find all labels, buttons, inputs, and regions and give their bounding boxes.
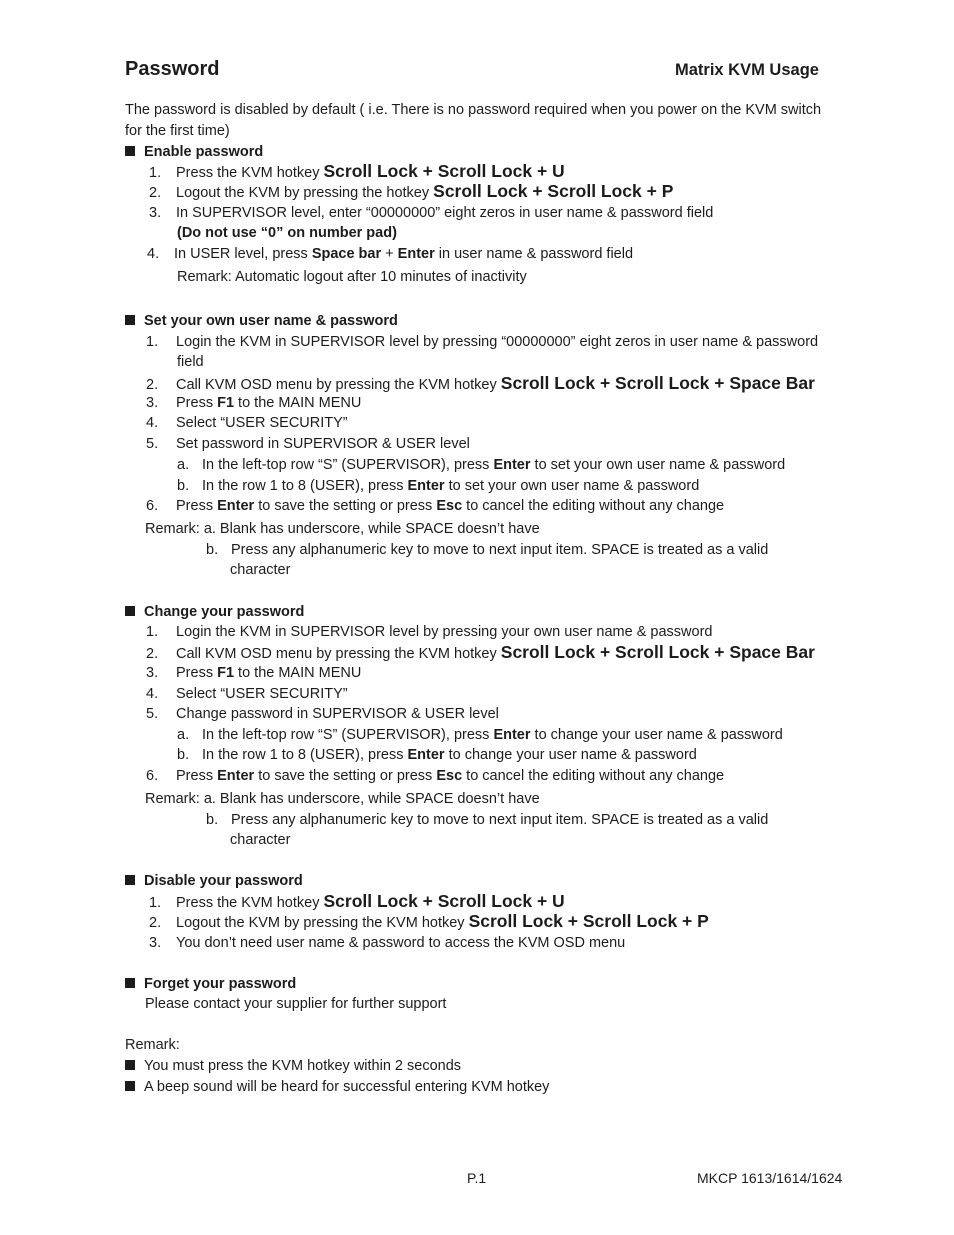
step-text: to set your own user name & password — [444, 478, 700, 494]
key-name: Space bar — [311, 246, 382, 262]
step-text: to set your own user name & password — [530, 457, 786, 473]
step-text: Change password in SUPERVISOR & USER level — [176, 706, 499, 722]
remark-text: A beep sound will be heard for successful entering KVM hotkey — [144, 1079, 550, 1095]
remarks-label: Remark: — [125, 1037, 180, 1053]
step-text: Select “USER SECURITY” — [176, 686, 348, 702]
step-text: In the row 1 to 8 (USER), press — [202, 478, 408, 494]
setown-step-6 — [146, 496, 724, 516]
key-name: Enter — [217, 768, 255, 784]
step-text: In the row 1 to 8 (USER), press — [202, 747, 408, 763]
enable-step-4 — [147, 244, 633, 264]
step-text: in user name & password field — [434, 246, 634, 262]
remark-text: You must press the KVM hotkey within 2 seconds — [144, 1058, 462, 1074]
step-text: You don’t need user name & password to access the KVM OSD menu — [176, 935, 626, 951]
key-name: Esc — [436, 768, 463, 784]
enable-step-2 — [149, 181, 673, 203]
step-number: 1. — [149, 165, 162, 181]
key-name: F1 — [217, 395, 235, 411]
step-text: Select “USER SECURITY” — [176, 415, 348, 431]
change-remark-b — [206, 810, 768, 830]
step-text: Press — [176, 768, 218, 784]
step-text: to save the setting or press — [254, 498, 437, 514]
setown-step-5 — [146, 434, 470, 454]
step-text: Press — [176, 395, 218, 411]
step-text: to save the setting or press — [254, 768, 437, 784]
change-heading — [125, 602, 304, 622]
step-number: 1. — [149, 895, 162, 911]
step-number: 2. — [149, 185, 162, 201]
step-number: 3. — [146, 665, 159, 681]
step-text: Press the KVM hotkey — [176, 165, 324, 181]
change-heading-text: Change your password — [144, 604, 305, 620]
remark-item-2 — [125, 1077, 549, 1097]
change-step-4 — [146, 684, 348, 704]
step-text: Call KVM OSD menu by pressing the KVM hotkey — [176, 377, 501, 393]
change-step-6 — [146, 766, 724, 786]
hotkey: Scroll Lock + Scroll Lock + Space Bar — [500, 373, 815, 393]
sub-label: b. — [206, 812, 219, 828]
setown-heading-text: Set your own user name & password — [144, 313, 398, 329]
step-text: Logout the KVM by pressing the KVM hotkey — [176, 915, 469, 931]
hotkey: Scroll Lock + Scroll Lock + U — [323, 891, 565, 911]
step-number: 1. — [146, 334, 159, 350]
intro-line-1: The password is disabled by default ( i.e. There is no password required when you power on the KVM switch — [125, 102, 822, 118]
step-number: 4. — [146, 415, 159, 431]
forget-heading — [125, 974, 296, 994]
step-number: 4. — [147, 246, 160, 262]
key-name: Enter — [493, 457, 531, 473]
disable-heading-text: Disable your password — [144, 873, 303, 889]
remark-text: Press any alphanumeric key to move to next input item. SPACE is treated as a valid — [231, 542, 769, 558]
hotkey: Scroll Lock + Scroll Lock + P — [468, 911, 709, 931]
step-number: 3. — [149, 935, 162, 951]
key-name: Enter — [493, 727, 531, 743]
enable-step-3 — [149, 203, 713, 223]
step-number: 3. — [146, 395, 159, 411]
step-text: to the MAIN MENU — [234, 665, 362, 681]
step-number: 5. — [146, 706, 159, 722]
step-text: In the left-top row “S” (SUPERVISOR), press — [202, 457, 494, 473]
sub-label: a. — [177, 727, 190, 743]
setown-remark-a: Remark: a. Blank has underscore, while SPACE doesn’t have — [145, 521, 540, 537]
step-number: 4. — [146, 686, 159, 702]
change-step-5 — [146, 704, 499, 724]
enable-heading-text: Enable password — [144, 144, 264, 160]
step-text: to cancel the editing without any change — [462, 768, 725, 784]
key-name: Enter — [407, 747, 445, 763]
forget-text: Please contact your supplier for further support — [145, 996, 447, 1012]
hotkey: Scroll Lock + Scroll Lock + U — [323, 161, 565, 181]
key-name: F1 — [217, 665, 235, 681]
sub-label: a. — [177, 457, 190, 473]
enable-step-3-note — [177, 223, 397, 243]
step-text: to the MAIN MENU — [234, 395, 362, 411]
key-name: Enter — [397, 246, 435, 262]
remark-text: Press any alphanumeric key to move to next input item. SPACE is treated as a valid — [231, 812, 769, 828]
key-name: Enter — [407, 478, 445, 494]
enable-step-1 — [149, 161, 565, 183]
step-number: 6. — [146, 498, 159, 514]
step-text: Set password in SUPERVISOR & USER level — [176, 436, 470, 452]
setown-step-1-cont: field — [177, 354, 204, 370]
setown-step-5b — [177, 476, 699, 496]
step-note: (Do not use “0” on number pad) — [177, 225, 397, 241]
setown-heading — [125, 311, 398, 331]
setown-step-5a — [177, 455, 785, 475]
step-number: 6. — [146, 768, 159, 784]
setown-remark-b-cont: character — [230, 562, 291, 578]
step-number: 5. — [146, 436, 159, 452]
step-number: 2. — [149, 915, 162, 931]
setown-step-4 — [146, 413, 348, 433]
hotkey: Scroll Lock + Scroll Lock + Space Bar — [500, 642, 815, 662]
step-text: Call KVM OSD menu by pressing the KVM hotkey — [176, 646, 501, 662]
change-step-2 — [146, 642, 815, 664]
page-number: P.1 — [467, 1170, 487, 1186]
step-number: 3. — [149, 205, 162, 221]
step-text: + — [381, 246, 398, 262]
bullet-square-icon — [125, 315, 135, 325]
intro-line-2: for the first time) — [125, 123, 230, 139]
key-name: Esc — [436, 498, 463, 514]
step-text: to cancel the editing without any change — [462, 498, 725, 514]
step-text: to change your user name & password — [444, 747, 697, 763]
sub-label: b. — [177, 478, 190, 494]
change-remark-b-cont: character — [230, 832, 291, 848]
model-number: MKCP 1613/1614/1624 — [697, 1170, 843, 1186]
disable-step-1 — [149, 891, 565, 913]
step-text: Login the KVM in SUPERVISOR level by pressing “00000000” eight zeros in user name & password — [176, 334, 819, 350]
change-step-5a — [177, 725, 783, 745]
step-text: In USER level, press — [174, 246, 312, 262]
change-step-5b — [177, 745, 697, 765]
setown-step-1 — [146, 332, 818, 352]
change-step-3 — [146, 663, 361, 683]
disable-step-2 — [149, 911, 709, 933]
step-text: to change your user name & password — [530, 727, 783, 743]
remark-item-1 — [125, 1056, 461, 1076]
bullet-square-icon — [125, 978, 135, 988]
step-number: 1. — [146, 624, 159, 640]
step-text: Login the KVM in SUPERVISOR level by pressing your own user name & password — [176, 624, 713, 640]
step-text: Press — [176, 665, 218, 681]
step-text: Logout the KVM by pressing the hotkey — [176, 185, 434, 201]
change-step-1 — [146, 622, 713, 642]
bullet-square-icon — [125, 875, 135, 885]
bullet-square-icon — [125, 1060, 135, 1070]
step-number: 2. — [146, 646, 159, 662]
disable-heading — [125, 871, 303, 891]
key-name: Enter — [217, 498, 255, 514]
forget-heading-text: Forget your password — [144, 976, 297, 992]
disable-step-3 — [149, 933, 625, 953]
setown-step-2 — [146, 373, 815, 395]
page-title: Password — [125, 58, 220, 80]
sub-label: b. — [177, 747, 190, 763]
hotkey: Scroll Lock + Scroll Lock + P — [433, 181, 674, 201]
sub-label: b. — [206, 542, 219, 558]
enable-remark: Remark: Automatic logout after 10 minutes of inactivity — [177, 269, 527, 285]
step-text: Press — [176, 498, 218, 514]
step-text: In the left-top row “S” (SUPERVISOR), press — [202, 727, 494, 743]
setown-remark-b — [206, 540, 768, 560]
bullet-square-icon — [125, 606, 135, 616]
change-remark-a: Remark: a. Blank has underscore, while SPACE doesn’t have — [145, 791, 540, 807]
setown-step-3 — [146, 393, 361, 413]
step-text: In SUPERVISOR level, enter “00000000” eight zeros in user name & password field — [176, 205, 714, 221]
step-text: Press the KVM hotkey — [176, 895, 324, 911]
section-header: Matrix KVM Usage — [675, 61, 819, 79]
bullet-square-icon — [125, 1081, 135, 1091]
bullet-square-icon — [125, 146, 135, 156]
step-number: 2. — [146, 377, 159, 393]
enable-heading — [125, 142, 263, 162]
